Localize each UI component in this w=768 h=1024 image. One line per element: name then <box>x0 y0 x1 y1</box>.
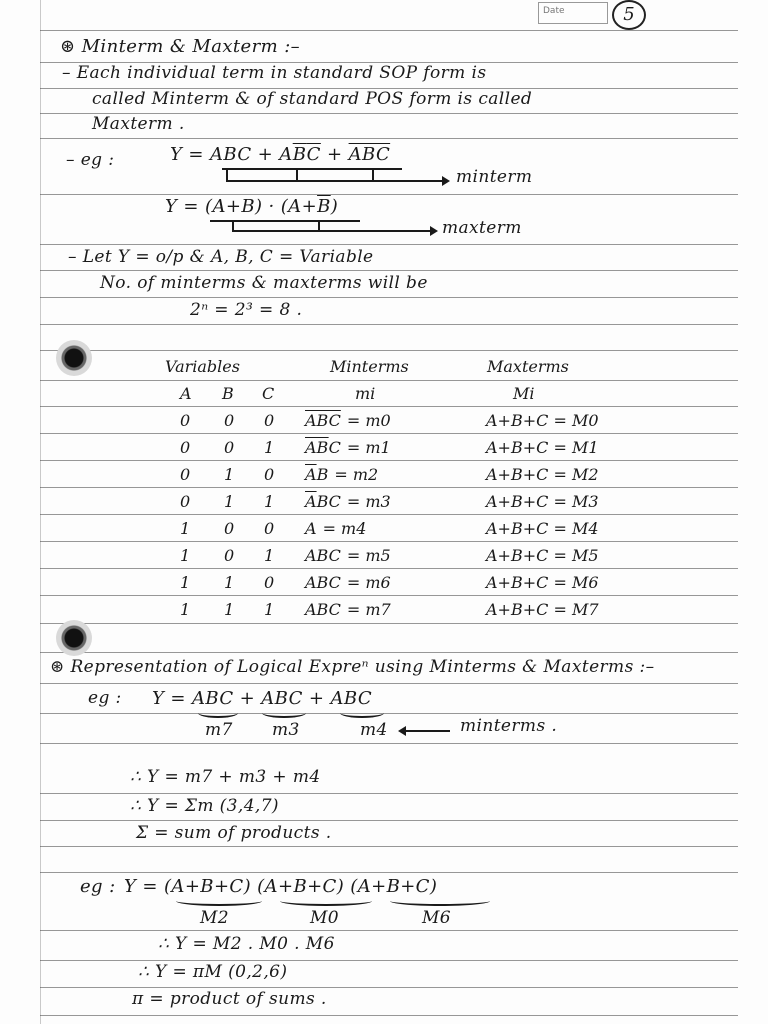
maxterm-label-m6: M6 <box>422 908 452 928</box>
cell-b: 1 <box>224 492 235 511</box>
cell-maxterm: A+B+C = M6 <box>486 573 599 592</box>
ruled-line <box>40 652 738 653</box>
minterm-label-m4: m4 <box>360 720 388 740</box>
minterm-complement-part: $\overline{AB}$ <box>305 438 329 457</box>
definition-line: called Minterm & of standard POS form is called <box>92 89 533 109</box>
ruled-line <box>40 406 738 407</box>
date-field <box>538 2 608 24</box>
minterm-value: = m4 <box>322 519 367 538</box>
term-complement: $\overline{C}$ <box>306 144 321 165</box>
section-heading-minterm-maxterm: ⊛ Minterm & Maxterm :– <box>60 36 301 57</box>
cell-b: 0 <box>224 519 235 538</box>
term: (A+B) <box>205 196 263 217</box>
let-line: – Let Y = o/p & A, B, C = Variable <box>68 247 374 267</box>
ruled-line <box>40 324 738 325</box>
minterm-value: = m3 <box>346 492 391 511</box>
pointer-tick <box>318 220 320 230</box>
example-label: eg : <box>88 688 122 708</box>
example2-line: π = product of sums . <box>132 989 327 1009</box>
ruled-line <box>40 541 738 542</box>
ruled-line <box>40 1015 738 1016</box>
ruled-line <box>40 138 738 139</box>
example-label: eg : <box>80 876 116 897</box>
term: ABC <box>210 144 252 165</box>
ruled-line <box>40 846 738 847</box>
plus: + <box>320 144 349 165</box>
ruled-line <box>40 30 738 31</box>
ruled-line <box>40 194 738 195</box>
example2-line: ∴ Y = M2 . M0 . M6 <box>158 934 335 954</box>
term-complement: $\overline{BC}$ <box>362 144 391 165</box>
ruled-line <box>40 380 738 381</box>
minterm-plain-part: ABC <box>305 573 341 592</box>
example1-line: ∴ Y = Σm (3,4,7) <box>130 796 279 816</box>
cell-b: 1 <box>224 600 235 619</box>
example1-line: Σ = sum of products . <box>136 823 332 843</box>
brace <box>280 896 372 906</box>
minterm-value: = m1 <box>346 438 391 457</box>
minterm-value: = m0 <box>346 411 391 430</box>
pos-equation <box>165 196 338 217</box>
cell-a: 0 <box>180 465 191 484</box>
brace <box>176 896 262 906</box>
minterm-label-m3: m3 <box>272 720 300 740</box>
arrow <box>232 230 436 232</box>
cell-maxterm: A+B+C = M4 <box>486 519 599 538</box>
count-equation: 2ⁿ = 2³ = 8 . <box>190 300 303 320</box>
term: ) <box>330 196 339 217</box>
cell-maxterm: A+B+C = M7 <box>486 600 599 619</box>
definition-line: – Each individual term in standard SOP form is <box>62 63 487 83</box>
cell-a: 1 <box>180 546 191 565</box>
definition-line: Maxterm . <box>92 114 185 134</box>
header-variables: Variables <box>165 357 240 376</box>
subheader-a: A <box>180 384 192 403</box>
brace <box>390 896 490 906</box>
cell-maxterm: A+B+C = M5 <box>486 546 599 565</box>
subheader-c: C <box>262 384 275 403</box>
cell-a: 0 <box>180 438 191 457</box>
minterm-complement-part: $\overline{A}$ <box>305 492 317 511</box>
eq-prefix: Y = <box>170 144 211 165</box>
cell-a: 0 <box>180 411 191 430</box>
minterm-complement-part: $\overline{A}$ <box>305 465 317 484</box>
minterm-value: = m6 <box>346 573 391 592</box>
cell-c: 0 <box>264 573 275 592</box>
cell-maxterm: A+B+C = M0 <box>486 411 599 430</box>
example1-equation: Y = ABC + ABC + ABC <box>152 688 373 709</box>
cell-maxterm: A+B+C = M2 <box>486 465 599 484</box>
ruled-line <box>40 460 738 461</box>
ruled-line <box>40 595 738 596</box>
minterm-plain-part: BC <box>316 492 341 511</box>
cell-minterm <box>305 492 391 511</box>
cell-minterm <box>305 600 391 619</box>
cell-minterm <box>305 411 391 430</box>
minterm-plain-part: B <box>316 465 329 484</box>
minterm-value: = m7 <box>346 600 391 619</box>
page-number: 5 <box>612 0 646 30</box>
pointer-tick <box>296 168 298 180</box>
ruled-line <box>40 514 738 515</box>
section-heading-representation: ⊛ Representation of Logical Expreⁿ using Minterms & Maxterms :– <box>50 657 655 677</box>
brace <box>262 708 306 718</box>
maxterm-label-m0: M0 <box>310 908 340 928</box>
ruled-line <box>40 433 738 434</box>
cell-c: 0 <box>264 519 275 538</box>
cell-minterm <box>305 546 391 565</box>
binder-hole <box>56 340 92 376</box>
sop-equation <box>170 144 390 165</box>
pointer-tick <box>372 168 374 180</box>
cell-minterm <box>305 465 378 484</box>
header-maxterms: Maxterms <box>487 357 569 376</box>
minterm-plain-part: ABC <box>305 546 341 565</box>
example1-line: ∴ Y = m7 + m3 + m4 <box>130 767 321 787</box>
cell-a: 1 <box>180 573 191 592</box>
cell-c: 1 <box>264 438 275 457</box>
cell-c: 1 <box>264 492 275 511</box>
ruled-line <box>40 568 738 569</box>
pointer-tick <box>232 220 234 230</box>
cell-maxterm: A+B+C = M1 <box>486 438 599 457</box>
plus: + <box>251 144 280 165</box>
ruled-line <box>40 270 738 271</box>
cell-maxterm: A+B+C = M3 <box>486 492 599 511</box>
underline <box>222 168 402 170</box>
cell-c: 1 <box>264 546 275 565</box>
ruled-line <box>40 297 738 298</box>
example-label: – eg : <box>66 150 115 170</box>
cell-minterm <box>305 519 366 538</box>
maxterm-label-m2: M2 <box>200 908 230 928</box>
subheader-mi-upper: Mi <box>513 384 535 403</box>
cell-minterm <box>305 573 391 592</box>
minterm-plain-part: A <box>305 519 317 538</box>
term: (A+ <box>280 196 318 217</box>
eq-prefix: Y = <box>165 196 206 217</box>
minterms-arrow-label: minterms . <box>460 716 558 736</box>
ruled-line <box>40 872 738 873</box>
minterm-value: = m2 <box>334 465 379 484</box>
term-complement: $\overline{B}$ <box>292 144 307 165</box>
term-complement: $\overline{A}$ <box>348 144 362 165</box>
date-label: Date <box>543 6 565 16</box>
cell-b: 0 <box>224 411 235 430</box>
cell-b: 0 <box>224 546 235 565</box>
example2-equation: Y = (A+B+C) (A+B+C) (A+B+C) <box>124 876 438 897</box>
dot: · <box>262 196 281 217</box>
minterm-complement-part: $\overline{ABC}$ <box>305 411 341 430</box>
subheader-mi-lower: mi <box>355 384 376 403</box>
minterm-label: minterm <box>456 167 533 187</box>
ruled-line <box>40 487 738 488</box>
minterm-plain-part: ABC <box>305 600 341 619</box>
margin-line <box>40 0 41 1024</box>
ruled-line <box>40 820 738 821</box>
maxterm-label: maxterm <box>442 218 522 238</box>
cell-a: 1 <box>180 600 191 619</box>
count-line: No. of minterms & maxterms will be <box>100 273 428 293</box>
cell-b: 1 <box>224 573 235 592</box>
subheader-b: B <box>222 384 234 403</box>
ruled-line <box>40 713 738 714</box>
cell-c: 0 <box>264 411 275 430</box>
pointer-tick <box>226 168 228 180</box>
header-minterms: Minterms <box>330 357 409 376</box>
ruled-line <box>40 960 738 961</box>
cell-minterm <box>305 438 391 457</box>
arrow <box>226 180 448 182</box>
ruled-line <box>40 350 738 351</box>
cell-a: 1 <box>180 519 191 538</box>
cell-c: 1 <box>264 600 275 619</box>
ruled-line <box>40 930 738 931</box>
cell-b: 1 <box>224 465 235 484</box>
example2-line: ∴ Y = πM (0,2,6) <box>138 962 288 982</box>
cell-c: 0 <box>264 465 275 484</box>
cell-b: 0 <box>224 438 235 457</box>
ruled-line <box>40 987 738 988</box>
brace <box>198 708 238 718</box>
minterm-plain-part: C <box>328 438 341 457</box>
ruled-line <box>40 244 738 245</box>
cell-a: 0 <box>180 492 191 511</box>
ruled-line <box>40 793 738 794</box>
arrow <box>400 730 450 732</box>
ruled-line <box>40 623 738 624</box>
term-complement: $\overline{B}$ <box>317 196 331 217</box>
ruled-line <box>40 743 738 744</box>
ruled-line <box>40 683 738 684</box>
minterm-label-m7: m7 <box>205 720 233 740</box>
binder-hole <box>56 620 92 656</box>
term: A <box>279 144 293 165</box>
minterm-value: = m5 <box>346 546 391 565</box>
brace <box>340 708 384 718</box>
